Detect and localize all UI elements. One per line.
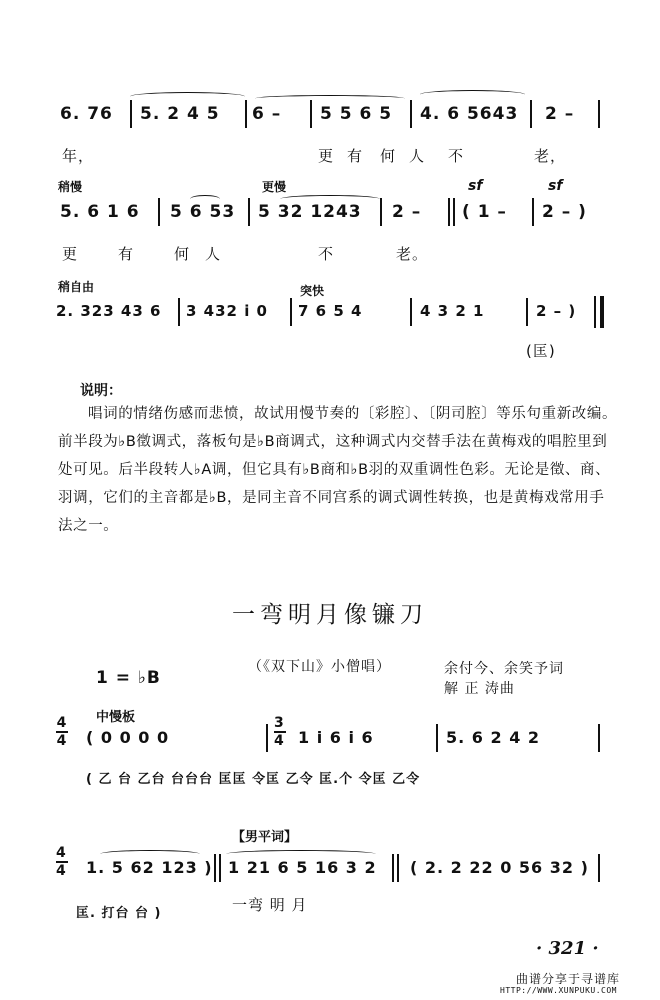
notes-measure: 2. 323 43 6: [56, 302, 162, 320]
barline: [530, 100, 532, 128]
barline: [310, 100, 312, 128]
notes-measure: 5 6 53: [170, 202, 236, 222]
percussion-line: ( 乙 台 乙台 台台台 匡匡 令匡 乙令 匡.个 令匡 乙令: [86, 772, 421, 787]
time-signature-top: 3: [274, 715, 285, 731]
barline: [526, 298, 528, 326]
notes-measure: 3 432 i 0: [186, 302, 268, 320]
barline: [266, 724, 268, 752]
tempo-mark: 更慢: [262, 180, 287, 194]
section-label: 【男平词】: [232, 830, 298, 845]
notes-measure: 1 21 6 5 16 3 2: [228, 858, 377, 877]
barline: [598, 100, 600, 128]
tempo-mark: 稍自由: [58, 280, 95, 294]
notes-measure: 2 – ): [542, 202, 587, 222]
notes-measure: 5 5 6 5: [320, 104, 393, 124]
page-number: · 321 ·: [536, 938, 599, 959]
lyric: 何人: [174, 245, 237, 263]
slur: [100, 850, 200, 858]
notes-measure: 1. 5 62 123 ): [86, 858, 213, 877]
barline: [448, 198, 450, 226]
notes-measure: 5. 2 4 5: [140, 104, 220, 124]
notes-measure: 7 6 5 4: [298, 302, 363, 320]
time-signature: [56, 846, 68, 878]
time-signature: [274, 716, 286, 748]
lyric: 不: [318, 245, 335, 263]
barline: [598, 724, 600, 752]
notes-measure: 5 32 1243: [258, 202, 362, 222]
time-signature-bottom: 4: [56, 733, 68, 749]
barline: [158, 198, 160, 226]
notes-measure: 6 –: [252, 104, 282, 124]
lyric: 老。: [396, 245, 429, 263]
barline: [214, 854, 216, 882]
time-signature-bottom: 4: [274, 733, 285, 749]
barline: [397, 854, 399, 882]
lyric: 老，: [534, 147, 567, 165]
barline: [436, 724, 438, 752]
barline: [290, 298, 292, 326]
watermark-text: 曲谱分享于寻谱库: [516, 972, 621, 986]
lyric: 更有: [318, 147, 377, 165]
notes-measure: 2 –: [392, 202, 422, 222]
barline: [245, 100, 247, 128]
time-signature-top: 4: [56, 715, 68, 731]
lyric: 不: [448, 147, 465, 165]
notes-measure: 2 –: [545, 104, 575, 124]
explanation-heading: 说明：: [80, 383, 122, 399]
dynamic-mark: sf: [548, 178, 563, 194]
lyric: 有: [118, 245, 135, 263]
tempo-mark: 中慢板: [96, 710, 136, 725]
slur: [226, 850, 376, 858]
tempo-mark: 突快: [300, 284, 325, 298]
percussion-line: 匡. 打台 台 ): [76, 906, 162, 921]
slur: [130, 92, 245, 101]
time-signature: [56, 716, 68, 748]
barline: [178, 298, 180, 326]
percussion-mark: (匡): [526, 342, 556, 360]
slur: [255, 95, 405, 102]
notes-measure: 1 i 6 i 6: [298, 728, 374, 747]
notes-measure: ( 2. 2 22 0 56 32 ): [410, 858, 589, 877]
composer-credit: 解 正 涛曲: [444, 681, 515, 697]
lyric: 更: [62, 245, 79, 263]
barline: [219, 854, 221, 882]
lyric: 年，: [62, 147, 95, 165]
notes-measure: 5. 6 2 4 2: [446, 728, 541, 747]
barline: [392, 854, 394, 882]
notes-measure: 4. 6 5643: [420, 104, 519, 124]
lyric-line: 一弯 明 月: [232, 896, 308, 914]
notes-measure: ( 0 0 0 0: [86, 728, 170, 747]
notes-measure: 2 – ): [536, 302, 577, 320]
barline: [453, 198, 455, 226]
notes-measure: 6. 76: [60, 104, 113, 124]
final-barline: [594, 296, 596, 328]
key-signature: 1 = ♭B: [96, 668, 161, 688]
dynamic-mark: sf: [468, 178, 483, 194]
barline: [598, 854, 600, 882]
tempo-mark: 稍慢: [58, 180, 83, 194]
time-signature-top: 4: [56, 845, 67, 861]
time-signature-bottom: 4: [56, 863, 67, 879]
explanation-body: 唱词的情绪伤感而悲愤，故试用慢节奏的〔彩腔〕、〔阴司腔〕等乐句重新改编。前半段为♭B徵调式，落板句是♭B商调式，这种调式内交替手法在黄梅戏的唱腔里到处可见。后半段转人♭A调，但它具有♭B商和♭B羽的双重调性色彩。无论是徵、商、羽调，它们的主音都是♭B，是同主音不同宫系的调式调性转换，也是黄梅戏常用手法之一。: [58, 406, 618, 534]
lyric: 何人: [380, 147, 439, 165]
notes-measure: 5. 6 1 6: [60, 202, 140, 222]
notes-measure: ( 1 –: [462, 202, 507, 222]
barline: [532, 198, 534, 226]
song-subtitle: （《双下山》小僧唱）: [248, 659, 391, 675]
watermark-url: HTTP://WWW.XUNPUKU.COM: [500, 986, 617, 995]
final-barline: [600, 296, 604, 328]
barline: [248, 198, 250, 226]
lyricist-credit: 余付今、余笑予词: [444, 661, 564, 677]
barline: [130, 100, 132, 128]
barline: [410, 298, 412, 326]
barline: [380, 198, 382, 226]
slur: [420, 90, 525, 99]
notes-measure: 4 3 2 1: [420, 302, 485, 320]
song-title: 一弯明月像镰刀: [232, 602, 428, 628]
barline: [410, 100, 412, 128]
